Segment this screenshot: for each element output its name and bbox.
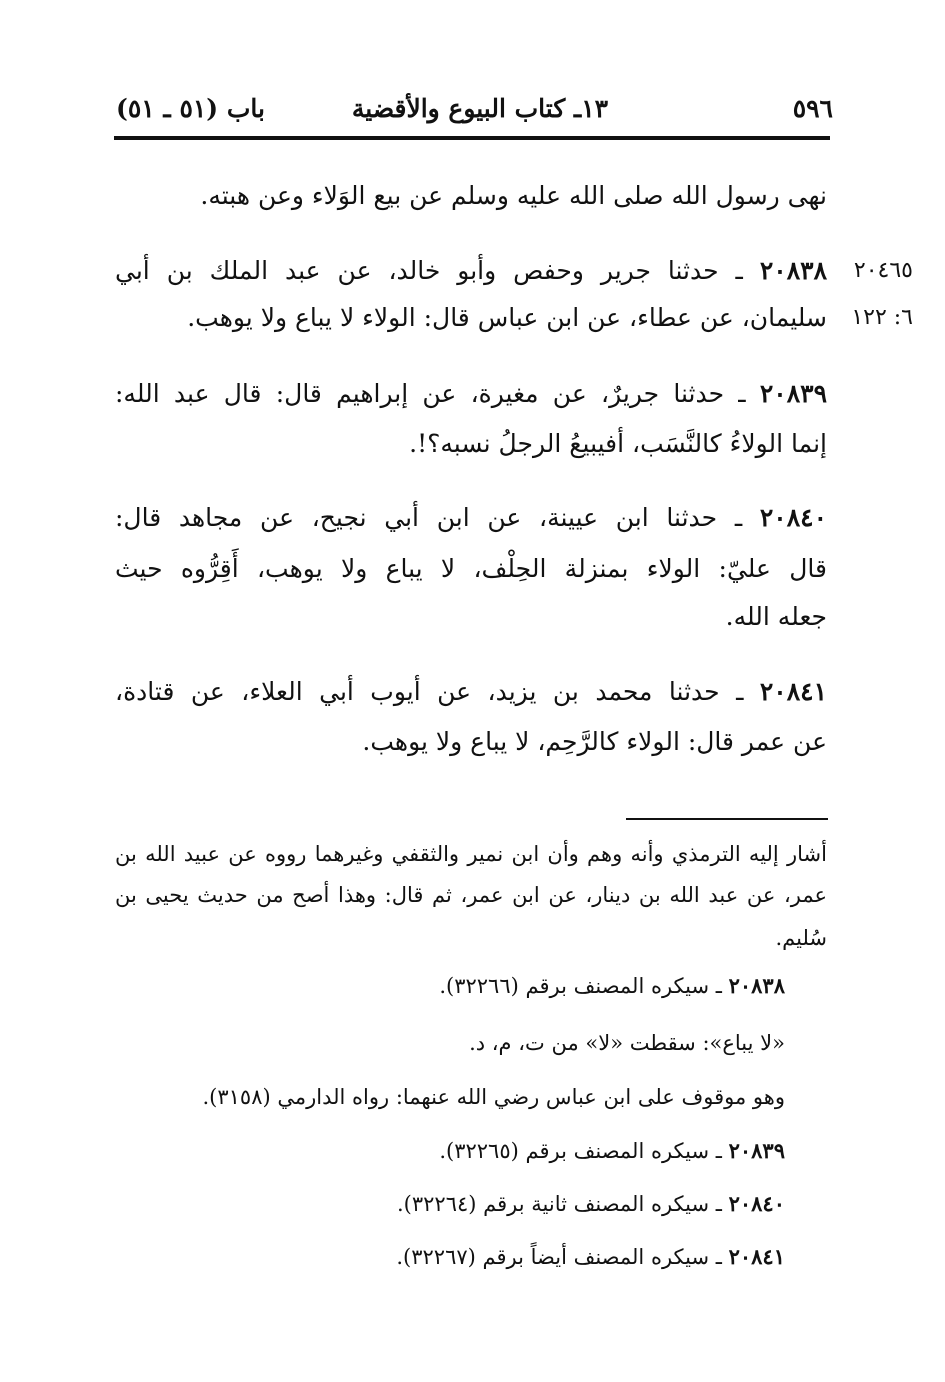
hadith-20838-line-2: سليمان، عن عطاء، عن ابن عباس قال: الولاء لا يباع ولا يوهب. <box>187 303 827 332</box>
footnote-number: ٢٠٨٣٨ <box>728 973 785 998</box>
intro-line: نهى رسول الله صلى الله عليه وسلم عن بيع الوَلاء وعن هبته. <box>200 181 827 210</box>
hadith-20838-line-1 <box>115 251 827 291</box>
hadith-text: ـ حدثنا جريرٌ، عن مغيرة، عن إبراهيم قال: قال عبد الله: <box>115 379 746 408</box>
footnote-para-line-1: أشار إليه الترمذي وأنه وهم وأن ابن نمير والثقفي وغيرهما رووه عن عبيد الله بن <box>115 842 827 866</box>
hadith-20839-line-2: إنما الولاءُ كالنَّسَب، أفيبيعُ الرجلُ نسبه؟!. <box>409 429 827 458</box>
footnote-separator <box>626 818 828 820</box>
footnote-number: ٢٠٨٤١ <box>728 1244 785 1269</box>
footnote-number: ٢٠٨٤٠ <box>728 1191 785 1216</box>
footnote-la-yubaa: «لا يباع»: سقطت «لا» من ت، م، د. <box>469 1031 785 1055</box>
hadith-20841-line-1 <box>115 672 827 712</box>
hadith-20841-line-2: عن عمر قال: الولاء كالرَّحِم، لا يباع ولا يوهب. <box>362 727 827 756</box>
header-rule <box>114 136 830 140</box>
running-title: ١٣ـ كتاب البيوع والأقضية <box>351 94 609 123</box>
margin-ref-2: ٦: ١٢٢ <box>851 305 913 330</box>
footnote-text: ـ سيكره المصنف برقم (٣٢٢٦٥). <box>439 1139 722 1163</box>
hadith-number: ٢٠٨٤١ <box>759 677 828 706</box>
footnote-20840 <box>397 1186 785 1222</box>
footnote-text: ـ سيكره المصنف ثانية برقم (٣٢٢٦٤). <box>396 1192 722 1216</box>
hadith-20840-line-1 <box>115 498 827 538</box>
footnote-para-line-2: عمر، عن عبد الله بن دينار، عن ابن عمر، ثم قال: وهذا أصح من حديث يحيى بن <box>115 883 827 907</box>
hadith-number: ٢٠٨٣٨ <box>759 256 827 285</box>
footnote-text: ـ سيكره المصنف أيضاً برقم (٣٢٢٦٧). <box>396 1245 722 1269</box>
hadith-text: ـ حدثنا محمد بن يزيد، عن أيوب أبي العلاء، عن قتادة، <box>115 677 744 706</box>
footnote-mawquf: وهو موقوف على ابن عباس رضي الله عنهما: رواه الدارمي (٣١٥٨). <box>202 1085 785 1109</box>
hadith-20840-line-3: جعله الله. <box>725 602 827 631</box>
footnote-20839 <box>439 1133 785 1169</box>
hadith-text: ـ حدثنا ابن عيينة، عن ابن أبي نجيح، عن مجاهد قال: <box>115 503 743 532</box>
chapter-reference: باب (٥١ ـ ٥١) <box>116 94 265 123</box>
hadith-20840-line-2: قال عليّ: الولاء بمنزلة الحِلْف، لا يباع ولا يوهب، أَقِرُّوه حيث <box>115 554 827 583</box>
hadith-text: ـ حدثنا جرير وحفص وأبو خالد، عن عبد الملك بن أبي <box>115 256 743 285</box>
hadith-20839-line-1 <box>115 374 827 414</box>
footnote-20838 <box>439 968 785 1004</box>
hadith-number: ٢٠٨٤٠ <box>759 503 827 532</box>
footnote-20841 <box>396 1239 785 1275</box>
margin-ref-1: ٢٠٤٦٥ <box>853 258 913 283</box>
footnote-number: ٢٠٨٣٩ <box>728 1138 785 1163</box>
footnote-para-line-3: سُليم. <box>775 926 827 950</box>
hadith-number: ٢٠٨٣٩ <box>759 379 827 408</box>
page-number: ٥٩٦ <box>792 94 833 123</box>
footnote-text: ـ سيكره المصنف برقم (٣٢٢٦٦). <box>439 974 722 998</box>
